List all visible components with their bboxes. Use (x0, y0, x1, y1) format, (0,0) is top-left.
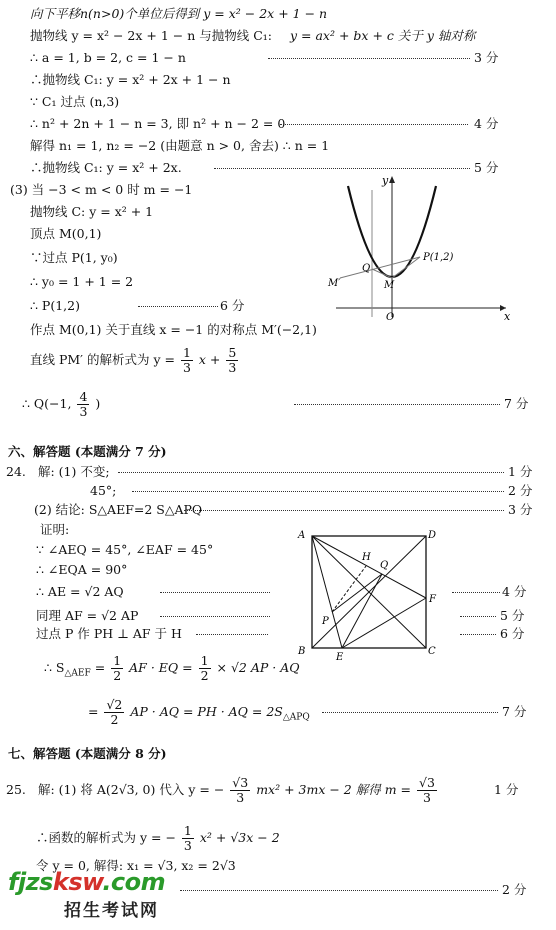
s6-line11 (88, 698, 310, 727)
frac-den: 2 (200, 668, 209, 683)
p3-line3: 顶点 M(0,1) (30, 226, 102, 241)
points-7: 7 分 (504, 396, 529, 411)
dots (322, 712, 498, 713)
s7-points-1: 1 分 (494, 782, 519, 797)
s6-points-6: 6 分 (500, 626, 525, 641)
s7-line2 (36, 824, 280, 853)
p3-line9-pre: ∴ Q(−1, (22, 396, 72, 411)
p3-line4: ∵过点 P(1, y₀) (30, 250, 118, 265)
segment-af (312, 536, 426, 598)
logo-part-b: ksw (52, 868, 103, 896)
fraction (111, 654, 123, 683)
dots (460, 634, 496, 635)
fraction (104, 698, 124, 727)
p1-line4: ∴抛物线 C₁: y = x² + 2x + 1 − n (30, 72, 231, 87)
q25-number: 25. (6, 782, 26, 797)
s6-l10-eq: = (94, 660, 106, 675)
frac-num: 4 (79, 389, 88, 404)
fraction (230, 776, 250, 805)
p1-line7: 解得 n₁ = 1, n₂ = −2 (由题意 n > 0, 舍去) ∴ n = 1 (30, 138, 330, 153)
square-figure (294, 526, 444, 662)
site-logo (8, 868, 165, 896)
s6-l11-sub: △APQ (282, 712, 310, 723)
s6-l10-sub: △AEF (64, 668, 91, 679)
s6-points-3: 3 分 (508, 502, 533, 517)
points-5: 5 分 (474, 160, 499, 175)
s6-points-4: 4 分 (502, 584, 527, 599)
s6-line1: 解: (1) 不变; (38, 464, 110, 479)
dots (452, 592, 500, 593)
points-3: 3 分 (474, 50, 499, 65)
p1-line6: ∴ n² + 2n + 1 − n = 3, 即 n² + n − 2 = 0 (30, 116, 286, 131)
p3-line1: (3) 当 −3 < m < 0 时 m = −1 (10, 182, 193, 197)
s6-line6: ∴ ∠EQA = 90° (36, 562, 128, 577)
fraction (199, 654, 211, 683)
s6-line2: 45°; (90, 483, 117, 498)
s7-l2-pre: ∴函数的解析式为 y = − (36, 830, 176, 845)
s7-line3: 令 y = 0, 解得: x₁ = √3, x₂ = 2√3 (36, 858, 236, 873)
x-label: x (504, 310, 511, 322)
logo-part-a: fjzs (8, 868, 53, 896)
p1-line2a: 抛物线 y = x² − 2x + 1 − n 与抛物线 C₁: (30, 28, 273, 43)
s6-line4: 证明: (40, 522, 70, 537)
label-c: C (428, 646, 436, 657)
dots (268, 58, 470, 59)
label-e: E (336, 652, 344, 662)
dots (280, 124, 468, 125)
p3-line7: 作点 M(0,1) 关于直线 x = −1 的对称点 M′(−2,1) (30, 322, 317, 337)
s7-l2-post: x² + √3x − 2 (199, 830, 280, 845)
s7-l1-mid: mx² + 3mx − 2 解得 m = (256, 782, 411, 797)
p3-line5: ∴ y₀ = 1 + 1 = 2 (30, 274, 134, 289)
label-b: B (298, 646, 306, 657)
label-f: F (429, 594, 436, 605)
q24-number: 24. (6, 464, 26, 479)
fraction (182, 824, 194, 853)
dots (214, 168, 470, 169)
frac-num: 1 (113, 653, 122, 668)
q-label: Q (362, 263, 371, 274)
section6-title: 六、解答题 (本题满分 7 分) (8, 444, 167, 459)
frac-num: √3 (418, 775, 435, 790)
frac-den: 3 (182, 360, 191, 375)
fraction (226, 346, 238, 375)
s6-l10-pre: ∴ S (44, 660, 65, 675)
s6-l10-mid: AF · EQ = (129, 660, 193, 675)
frac-num: 1 (182, 345, 191, 360)
s6-line7: ∴ AE = √2 AQ (36, 584, 124, 599)
dots (460, 616, 496, 617)
segment-ae (312, 536, 342, 648)
frac-den: 3 (228, 360, 237, 375)
frac-den: 3 (236, 790, 245, 805)
site-logo-subtitle: 招生考试网 (64, 901, 159, 921)
dots (132, 491, 504, 492)
points-4: 4 分 (474, 116, 499, 131)
dots (196, 634, 268, 635)
s6-l11-post: AP · AQ = PH · AQ = 2S (130, 704, 283, 719)
p3-line8-pre: 直线 PM′ 的解析式为 y = (30, 352, 175, 367)
p3-line9-post: ) (95, 396, 101, 411)
p3-line2: 抛物线 C: y = x² + 1 (30, 204, 154, 219)
p1-line2b: y = ax² + bx + c 关于 y 轴对称 (290, 28, 476, 43)
s6-points-2: 2 分 (508, 483, 533, 498)
label-p: P (322, 616, 329, 627)
dots (160, 592, 270, 593)
s6-l10-post: × √2 AP · AQ (216, 660, 300, 675)
dots (118, 472, 504, 473)
frac-num: 1 (200, 653, 209, 668)
s6-line5: ∵ ∠AEQ = 45°, ∠EAF = 45° (36, 542, 214, 557)
line-qm (372, 269, 392, 278)
s6-line9: 过点 P 作 PH ⊥ AF 于 H (36, 626, 182, 641)
fraction (77, 390, 89, 419)
line-pm (340, 257, 420, 278)
m-prime-label: M′ (328, 278, 341, 289)
frac-den: 2 (113, 668, 122, 683)
frac-num: 1 (183, 823, 192, 838)
s7-l1-pre: 解: (1) 将 A(2√3, 0) 代入 y = − (38, 782, 225, 797)
p3-line9 (22, 390, 100, 419)
frac-num: √2 (106, 697, 123, 712)
label-q: Q (380, 560, 389, 571)
points-6: 6 分 (220, 298, 245, 313)
y-arrow (389, 176, 395, 183)
s7-points-2: 2 分 (502, 882, 527, 897)
frac-den: 2 (110, 712, 119, 727)
p-label: P(1,2) (423, 252, 454, 263)
dots (138, 306, 218, 307)
p3-line8-mid: x + (198, 352, 221, 367)
s6-points-5: 5 分 (500, 608, 525, 623)
frac-den: 3 (422, 790, 431, 805)
origin-label: O (386, 312, 395, 322)
fraction (417, 776, 437, 805)
p1-line5: ∵ C₁ 过点 (n,3) (30, 94, 120, 109)
frac-num: √3 (232, 775, 249, 790)
s6-line10 (44, 654, 300, 683)
m-label: M (384, 280, 395, 291)
logo-part-c: .com (102, 868, 166, 896)
s6-points-7: 7 分 (502, 704, 527, 719)
frac-den: 3 (79, 404, 88, 419)
p1-line1: 向下平移n(n>0)个单位后得到 y = x² − 2x + 1 − n (30, 6, 328, 21)
y-label: y (382, 174, 389, 187)
label-a: A (298, 530, 306, 541)
section7-title: 七、解答题 (本题满分 8 分) (8, 746, 167, 761)
fraction (181, 346, 193, 375)
parabola-graph (326, 172, 512, 322)
p3-line6: ∴ P(1,2) (30, 298, 80, 313)
label-d: D (428, 530, 437, 541)
line-mp (392, 257, 420, 278)
s6-line8: 同理 AF = √2 AP (36, 608, 139, 623)
dots (160, 616, 270, 617)
p1-line8: ∴抛物线 C₁: y = x² + 2x. (30, 160, 182, 175)
s6-l11-eq: = (88, 704, 99, 719)
dots (184, 510, 504, 511)
frac-num: 5 (228, 345, 237, 360)
label-h: H (362, 552, 371, 563)
frac-den: 3 (183, 838, 192, 853)
p1-line3: ∴ a = 1, b = 2, c = 1 − n (30, 50, 186, 65)
dots (294, 404, 500, 405)
dots (180, 890, 498, 891)
s7-line1 (38, 776, 439, 805)
p3-line8 (30, 346, 240, 375)
s6-points-1: 1 分 (508, 464, 533, 479)
s6-line3: (2) 结论: S△AEF=2 S△APQ (34, 502, 203, 517)
